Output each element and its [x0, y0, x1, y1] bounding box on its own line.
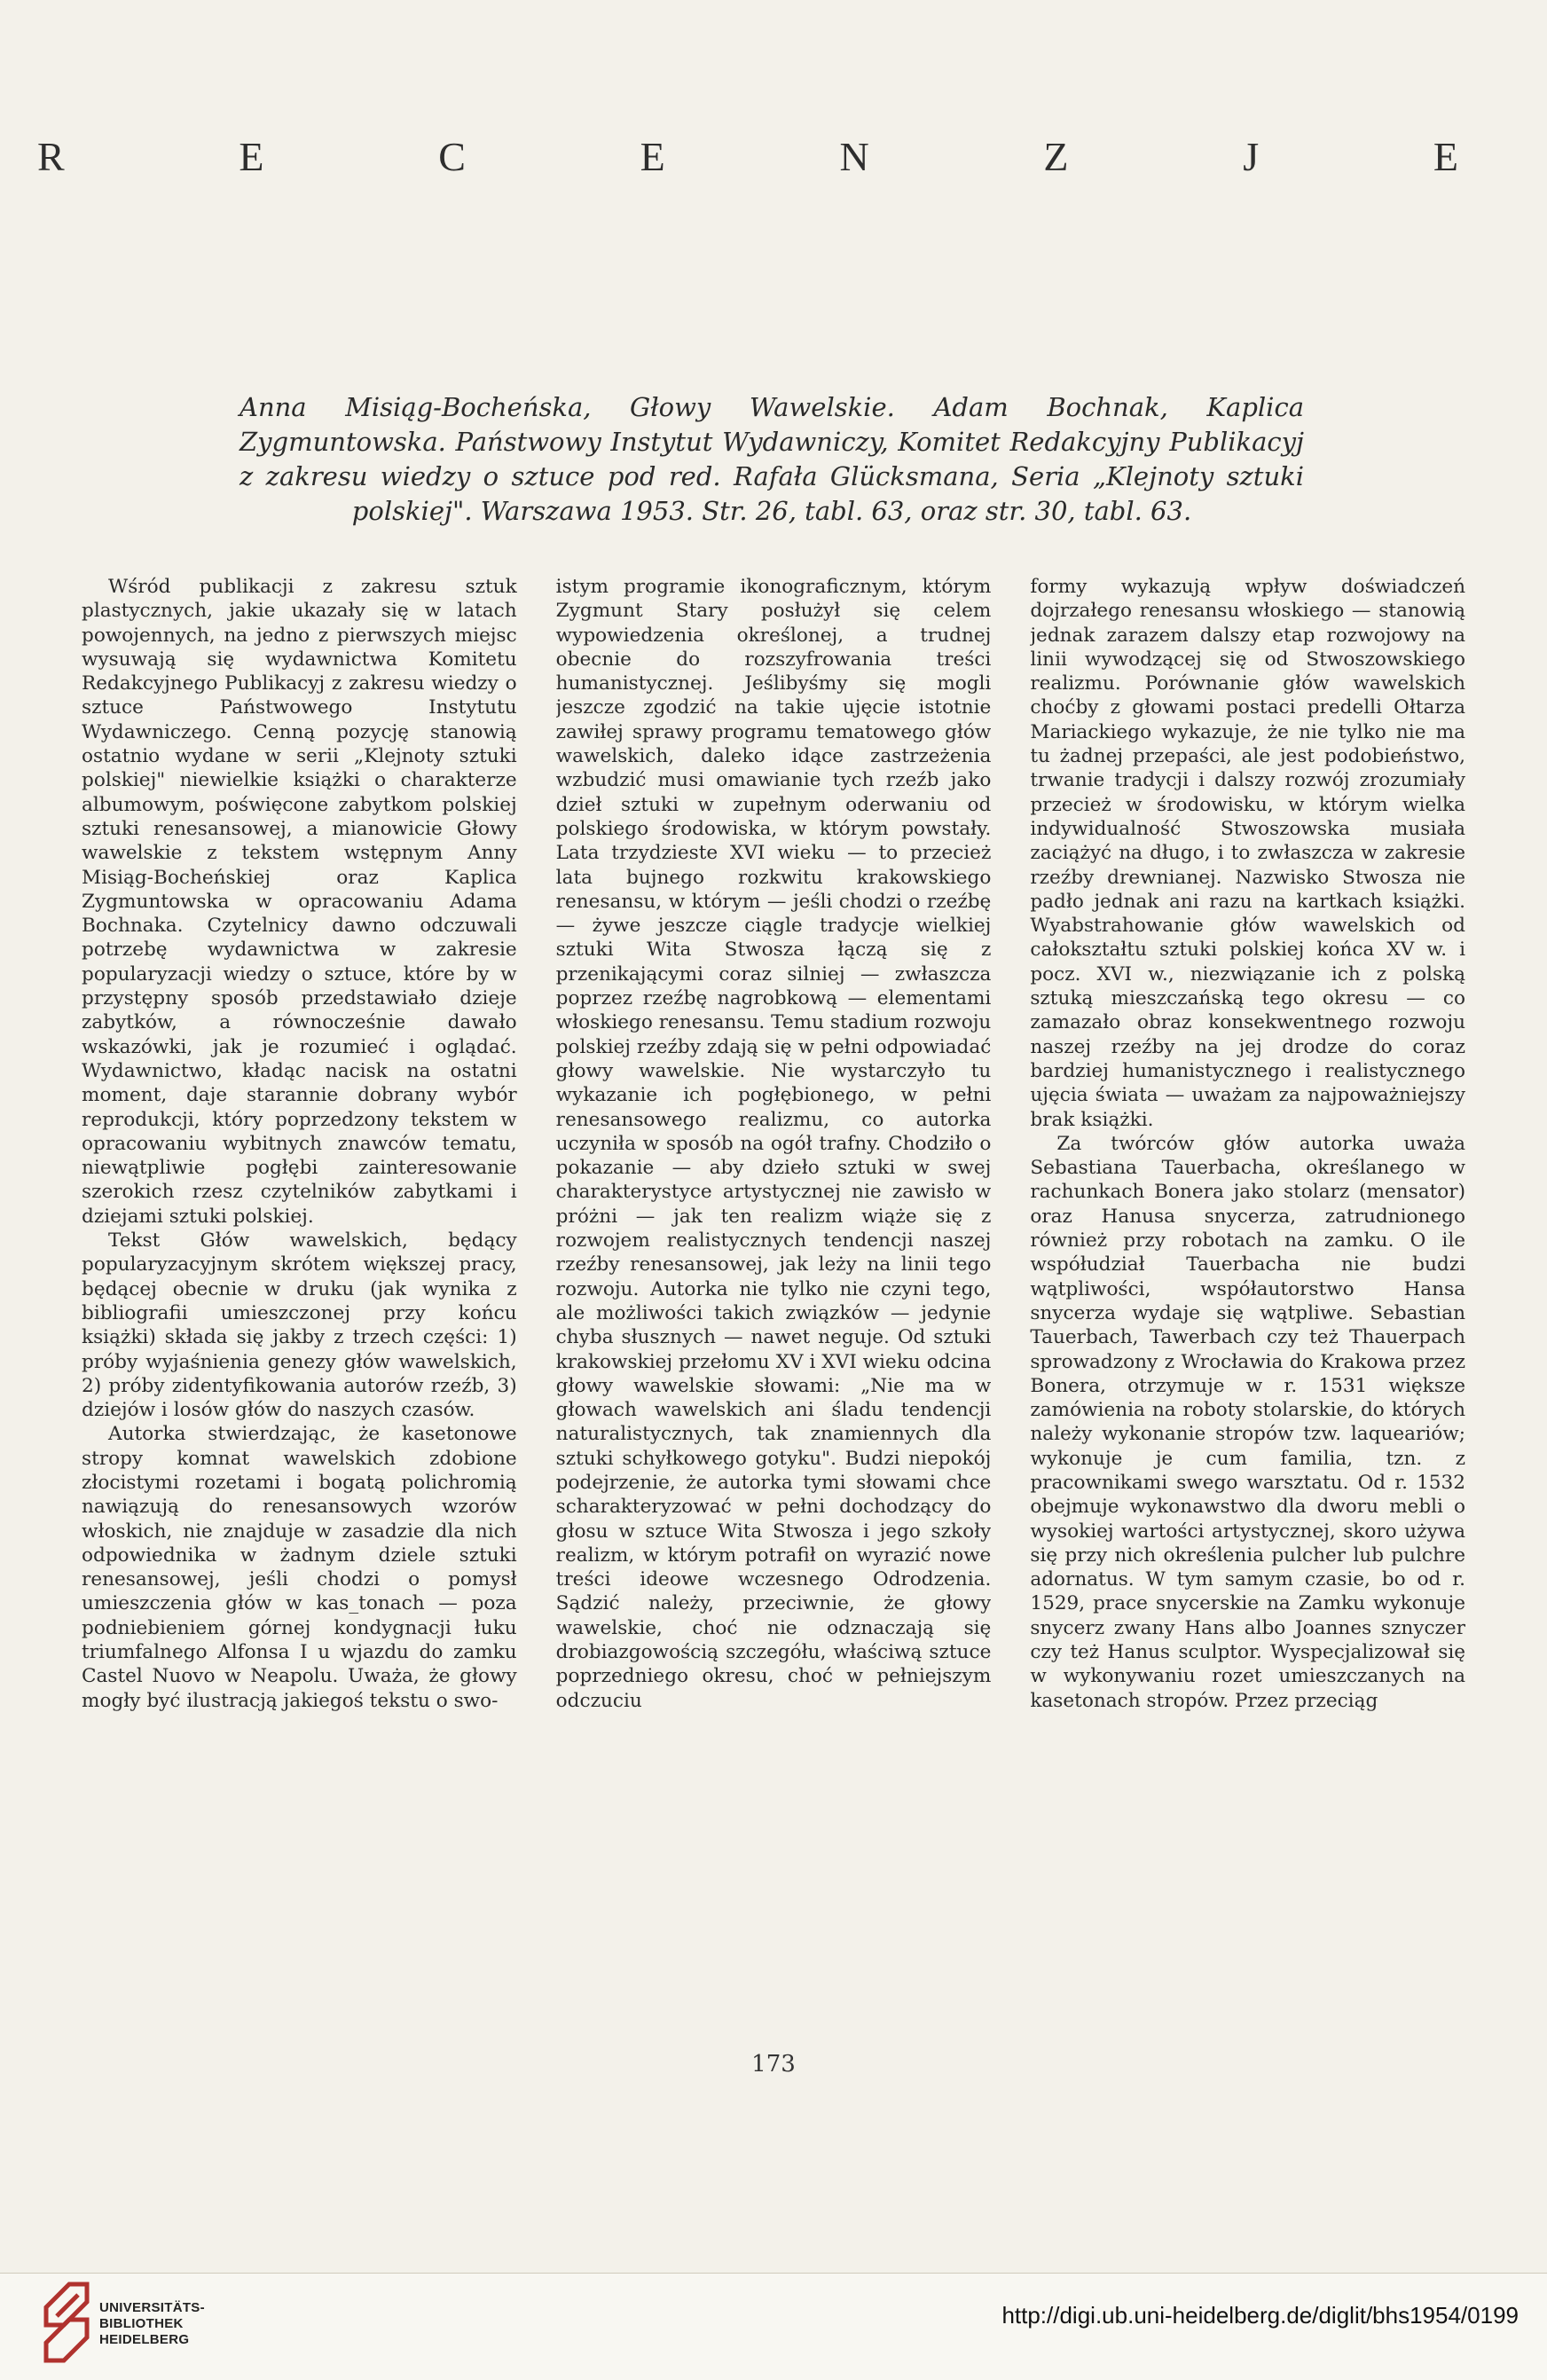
heading-letter: E: [239, 134, 264, 179]
paragraph: Wśród publikacji z zakresu sztuk plastycznych, jakie ukazały się w latach powojennych, na jedno z pierwszych miejsc wysuwają się wydawnictwa Komitetu Redakcyjnego Publikacyj z zakresu wiedzy o sztuce Państwowego Instytutu Wydawniczego. Cenną pozycję stanowią ostatnio wydane w serii „Klejnoty sztuki polskiej" niewielkie książki o charakterze albumowym, poświęcone zabytkom polskiej sztuki renesansowej, a mianowicie Głowy wawelskie z tekstem wstępnym Anny Misiąg-Bocheńskiej oraz Kaplica Zygmuntowska w opracowaniu Adama Bochnaka. Czytelnicy dawno odczuwali potrzebę wydawnictwa w zakresie popularyzacji wiedzy o sztuce, które by w przystępny sposób przedstawiało dzieje zabytków, a równocześnie dawało wskazówki, jak je rozumieć i oglądać. Wydawnictwo, kładąc nacisk na ostatni moment, daje starannie dobrany wybór reprodukcji, który poprzedzony tekstem w opracowaniu wybitnych znawców tematu, niewątpliwie pogłębi zainteresowanie szerokich rzesz czytelników zabytkami i dziejami sztuki polskiej.: [82, 576, 517, 1228]
heading-letter: E: [1433, 134, 1458, 179]
heading-letter: E: [640, 134, 665, 179]
paragraph: istym programie ikonograficznym, którym Zygmunt Stary posłużył się celem wypowiedzenia określonej, a trudnej obecnie do rozszyfrowania treści humanistycznej. Jeślibyśmy się mogli jeszcze zgodzić na takie ujęcie istotnie zawiłej sprawy programu tematowego głów wawelskich, daleko idące zastrzeżenia wzbudzić musi omawianie tych rzeźb jako dzieł sztuki w zupełnym oderwaniu od polskiego środowiska, w którym powstały. Lata trzydzieste XVI wieku — to przecież lata bujnego rozkwitu krakowskiego renesansu, w którym — jeśli chodzi o rzeźbę — żywe jeszcze ciągle tradycje wielkiej sztuki Wita Stwosza łączą się z przenikającymi coraz silniej — zwłaszcza poprzez rzeźbę nagrobkową — elementami włoskiego renesansu. Temu stadium rozwoju polskiej rzeźby zdają się w pełni odpowiadać głowy wawelskie. Nie wystarczyło tu wykazanie ich pogłębionego, w pełni renesansowego realizmu, co autorka uczyniła w sposób na ogół trafny. Chodziło o pokazanie — aby dzieło sztuki w swej charakterystyce artystycznej nie zawisło w próżni — jak ten realizm wiąże się z rozwojem realistycznych tendencji naszej rzeźby renesansowej, jak leży na linii tego rozwoju. Autorka nie tylko nie czyni tego, ale możliwości takich związków — jedynie chyba słusznych — nawet neguje. Od sztuki krakowskiej przełomu XV i XVI wieku odcina głowy wawelskie słowami: „Nie ma w głowach wawelskich ani śladu tendencji naturalistycznych, tak znamiennych dla sztuki schyłkowego gotyku". Budzi niepokój podejrzenie, że autorka tymi słowami chce scharakteryzować w pełni dochodzący do głosu w sztuce Wita Stwosza i jego szkoły realizm, w którym potrafił on wyrazić nowe treści ideowe wczesnego Odrodzenia. Sądzić należy, przeciwnie, że głowy wawelskie, choć nie odznaczają się drobiazgowością szczegółu, właściwą sztuce poprzedniego okresu, choć w pełniejszym odczuciu: [555, 576, 992, 1712]
heading-letter: N: [839, 134, 869, 179]
paragraph: formy wykazują wpływ doświadczeń dojrzałego renesansu włoskiego — stanowią jednak zarazem dalszy etap rozwojowy na linii wywodzącej się od Stwoszowskiego realizmu. Porównanie głów wawelskich choćby z głowami postaci predelli Ołtarza Mariackiego wykazuje, że nie tylko nie ma tu żadnej przepaści, ale jest podobieństwo, trwanie tradycji i dalszy rozwój zrozumiały przecież w środowisku, w którym wielka indywidualność Stwoszowska musiała zaciążyć na długo, i to zwłaszcza w zakresie rzeźby drewnianej. Nazwisko Stwosza nie padło jednak ani razu na kartkach książki. Wyabstrahowanie głów wawelskich od całokształtu sztuki polskiej końca XV w. i pocz. XVI w., niezwiązanie ich z polską sztuką mieszczańską tego okresu — co zamazało obraz konsekwentnego rozwoju naszej rzeźby na jej drodze do coraz bardziej humanistycznego i realistycznego ujęcia świata — uważam za najpoważniejszy brak książki.: [1030, 576, 1466, 1131]
institution-name: UNIVERSITÄTS- BIBLIOTHEK HEIDELBERG: [99, 2300, 205, 2347]
page-number: 173: [751, 2051, 796, 2078]
section-heading: [37, 133, 1458, 180]
library-footer: [0, 2273, 1547, 2380]
text-column-3: [1030, 575, 1465, 2003]
article-body: [82, 575, 1465, 2003]
heading-letter: C: [438, 134, 466, 179]
library-logo-icon: [43, 2281, 91, 2369]
review-citation: Anna Misiąg-Bocheńska, Głowy Wawelskie. Adam Bochnak, Kaplica Zygmuntowska. Państwowy Instytut Wydawniczy, Komitet Redakcyjny Publikacyj z zakresu wiedzy o sztuce pod red. Rafała Glücksmana, Seria „Klejnoty sztuki polskiej". Warszawa 1953. Str. 26, tabl. 63, oraz str. 30, tabl. 63.: [240, 392, 1304, 526]
heading-letter: Z: [1043, 134, 1069, 179]
text-column-2: [556, 575, 992, 2003]
paragraph: Tekst Głów wawelskich, będący popularyzacyjnym skrótem większej pracy, będącej obecnie w druku (jak wynika z bibliografii umieszczonej przy końcu książki) składa się jakby z trzech części: 1) próby wyjaśnienia genezy głów wawelskich, 2) próby zidentyfikowania autorów rzeźb, 3) dziejów i losów głów do naszych czasów.: [82, 1229, 517, 1422]
source-url-link[interactable]: http://digi.ub.uni-heidelberg.de/diglit/bhs1954/0199: [1001, 2302, 1519, 2329]
heading-letter: R: [37, 134, 65, 179]
paragraph: Za twórców głów autorka uważa Sebastiana Tauerbacha, określanego w rachunkach Bonera jako stolarz (mensator) oraz Hanusa snycerza, zatrudnionego również przy robotach na zamku. O ile współudział Tauerbacha nie budzi wątpliwości, współautorstwo Hansa snycerza wydaje się wątpliwe. Sebastian Tauerbach, Tawerbach czy też Thauerpach sprowadzony z Wrocławia do Krakowa przez Bonera, otrzymuje w r. 1531 większe zamówienia na roboty stolarskie, do których należy wykonanie stropów tzw. laqueariów; wykonuje je cum familia, tzn. z pracownikami swego warsztatu. Od r. 1532 obejmuje wykonawstwo dla dworu mebli o wysokiej wartości artystycznej, skoro używa się przy nich określenia pulcher lub pulchre adornatus. W tym samym czasie, bo od r. 1529, prace snycerskie na Zamku wykonuje snycerz zwany Hans albo Joannes sznyczer czy też Hanus sculptor. Wyspecjalizował się w wykonywaniu rozet umieszczanych na kasetonach stropów. Przez przeciąg: [1030, 1132, 1466, 1712]
heading-letter: J: [1243, 134, 1260, 179]
text-column-1: [82, 575, 517, 2003]
paragraph: Autorka stwierdzając, że kasetonowe stropy komnat wawelskich zdobione złocistymi rozetami i bogatą polichromią nawiązują do renesansowych wzorów włoskich, nie znajduje w zasadzie dla nich odpowiednika w żadnym dziele sztuki renesansowej, jeśli chodzi o pomysł umieszczenia głów w kas_tonach — poza podniebieniem górnej kondygnacji łuku triumfalnego Alfonsa I u wjazdu do zamku Castel Nuovo w Neapolu. Uważa, że głowy mogły być ilustracją jakiegoś tekstu o swo-: [82, 1423, 517, 1712]
